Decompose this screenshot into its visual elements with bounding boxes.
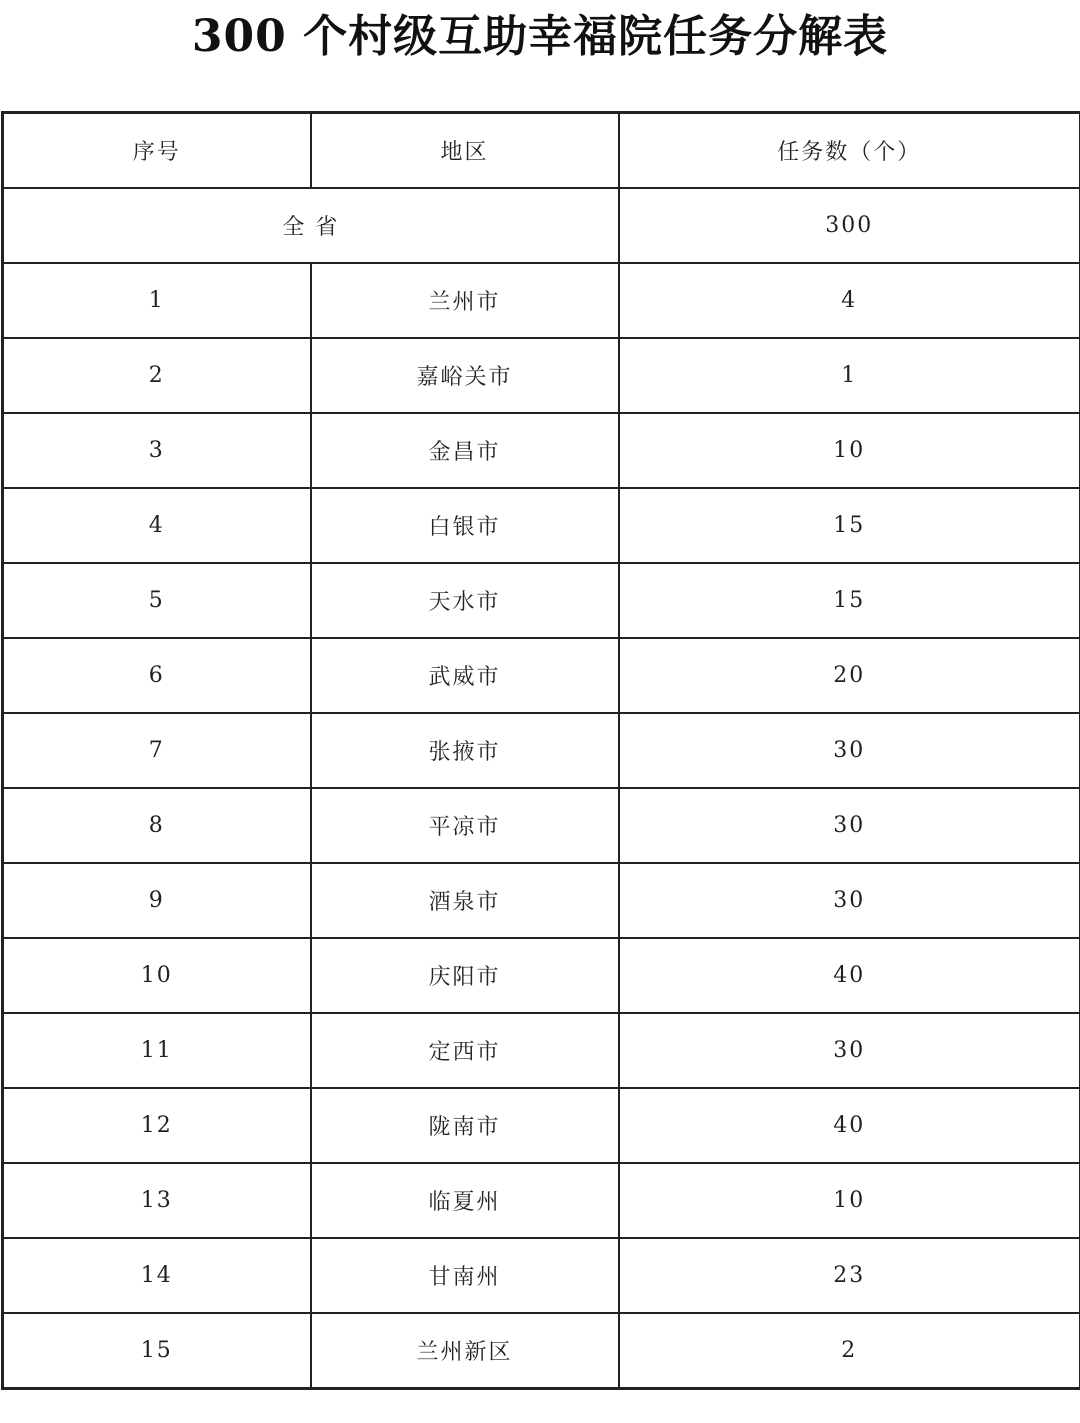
row-region-cell: 白银市: [311, 488, 619, 563]
row-tasks-cell: 15: [619, 488, 1080, 563]
row-tasks-cell: 15: [619, 563, 1080, 638]
row-tasks-cell: 30: [619, 863, 1080, 938]
total-tasks: 300: [619, 188, 1080, 263]
row-region-cell: 临夏州: [311, 1163, 619, 1238]
table-row: [3, 1238, 1080, 1313]
table-row: [3, 1013, 1080, 1088]
row-index-cell: 15: [3, 1313, 311, 1389]
row-index-cell: 7: [3, 713, 311, 788]
row-index-cell: 6: [3, 638, 311, 713]
row-tasks-cell: 30: [619, 1013, 1080, 1088]
table-row: [3, 863, 1080, 938]
table-row: [3, 488, 1080, 563]
row-region-cell: 陇南市: [311, 1088, 619, 1163]
row-index-cell: 3: [3, 413, 311, 488]
row-tasks-cell: 4: [619, 263, 1080, 338]
table-row: [3, 263, 1080, 338]
row-index-cell: 9: [3, 863, 311, 938]
table-row: [3, 1313, 1080, 1389]
table-row: [3, 1088, 1080, 1163]
row-index-cell: 5: [3, 563, 311, 638]
document-title: 300 个村级互助幸福院任务分解表: [191, 11, 889, 62]
row-region-cell: 张掖市: [311, 713, 619, 788]
row-index-cell: 10: [3, 938, 311, 1013]
row-region-cell: 武威市: [311, 638, 619, 713]
row-region-cell: 定西市: [311, 1013, 619, 1088]
row-index-cell: 14: [3, 1238, 311, 1313]
table-row: [3, 1163, 1080, 1238]
table-row: [3, 938, 1080, 1013]
row-region-cell: 兰州新区: [311, 1313, 619, 1389]
table-row: [3, 413, 1080, 488]
row-region-cell: 兰州市: [311, 263, 619, 338]
table-row: [3, 563, 1080, 638]
table-body: [3, 113, 1080, 1389]
row-tasks-cell: 30: [619, 788, 1080, 863]
row-tasks-cell: 40: [619, 1088, 1080, 1163]
task-breakdown-table: [1, 111, 1080, 1390]
row-index-cell: 1: [3, 263, 311, 338]
table-row: [3, 638, 1080, 713]
row-region-cell: 酒泉市: [311, 863, 619, 938]
row-region-cell: 天水市: [311, 563, 619, 638]
row-tasks-cell: 2: [619, 1313, 1080, 1389]
row-index-cell: 8: [3, 788, 311, 863]
row-region-cell: 甘南州: [311, 1238, 619, 1313]
total-label: 全 省: [3, 188, 619, 263]
table-row: [3, 338, 1080, 413]
header-index: 序号: [3, 113, 311, 189]
row-region-cell: 金昌市: [311, 413, 619, 488]
row-tasks-cell: 23: [619, 1238, 1080, 1313]
row-index-cell: 12: [3, 1088, 311, 1163]
row-tasks-cell: 30: [619, 713, 1080, 788]
table-row: [3, 713, 1080, 788]
row-tasks-cell: 10: [619, 413, 1080, 488]
row-index-cell: 4: [3, 488, 311, 563]
header-region: 地区: [311, 113, 619, 189]
row-region-cell: 平凉市: [311, 788, 619, 863]
row-index-cell: 11: [3, 1013, 311, 1088]
header-row: [3, 113, 1080, 189]
header-tasks: 任务数（个）: [619, 113, 1080, 189]
total-row: [3, 188, 1080, 263]
row-tasks-cell: 10: [619, 1163, 1080, 1238]
row-region-cell: 庆阳市: [311, 938, 619, 1013]
row-index-cell: 2: [3, 338, 311, 413]
row-tasks-cell: 40: [619, 938, 1080, 1013]
table-row: [3, 788, 1080, 863]
row-tasks-cell: 1: [619, 338, 1080, 413]
row-tasks-cell: 20: [619, 638, 1080, 713]
row-region-cell: 嘉峪关市: [311, 338, 619, 413]
row-index-cell: 13: [3, 1163, 311, 1238]
